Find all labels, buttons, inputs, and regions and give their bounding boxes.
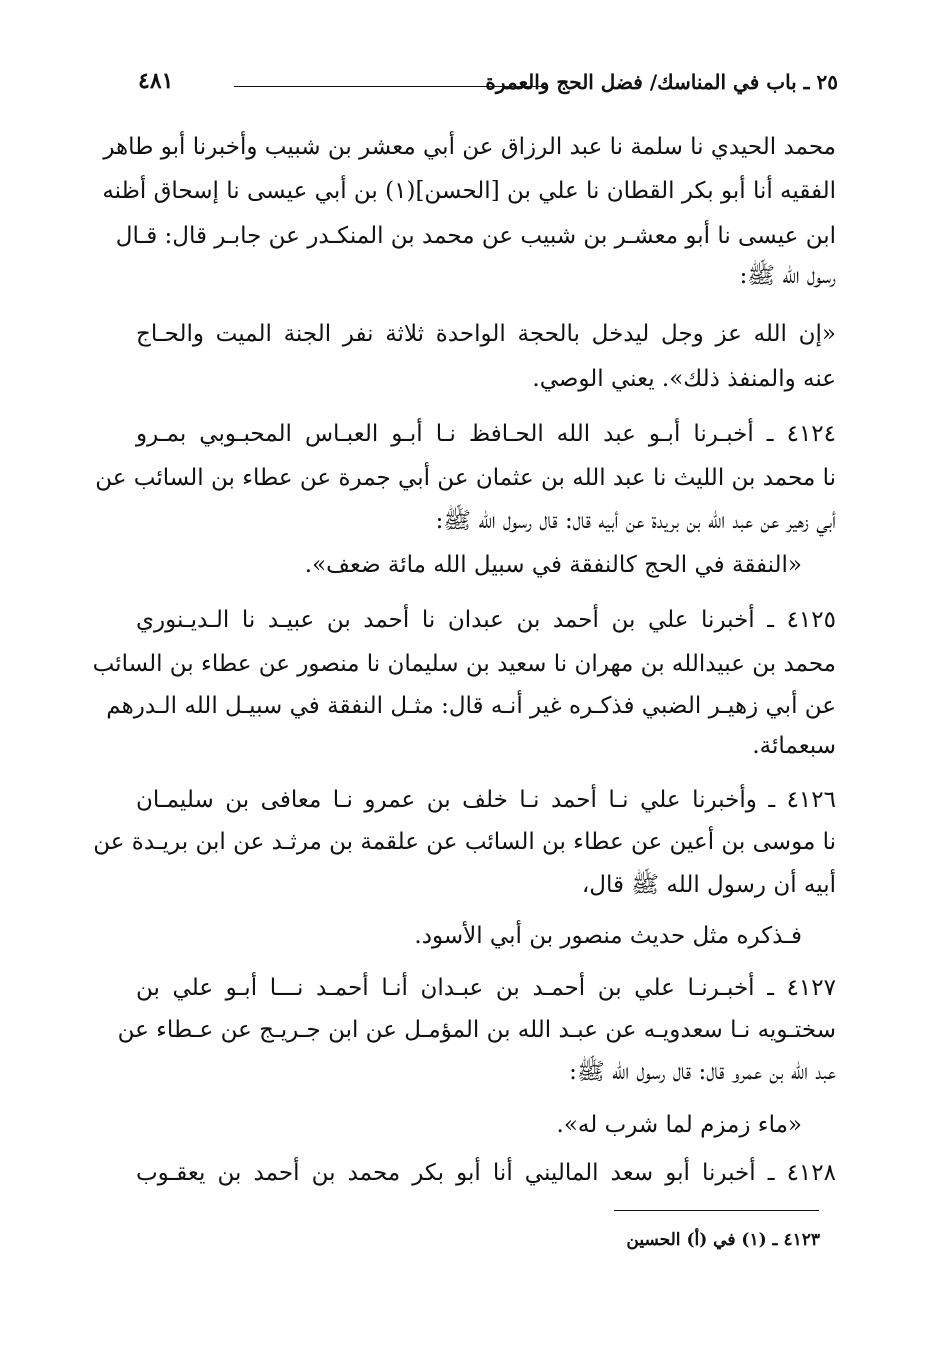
text-line: نا موسى بن أعين عن عطاء بن السائب عن علقمة بن مرثـد عن ابن بريـدة عن bbox=[93, 829, 836, 855]
header-rule bbox=[234, 86, 546, 87]
text-line: رسول الله ﷺ: bbox=[739, 263, 836, 289]
text-line: ٤١٢٦ ـ وأخبرنا علي نـا أحمد نـا خلف بن عمرو نـا معافى بن سليمـان bbox=[136, 787, 836, 813]
text-line: «ماء زمزم لما شرب له». bbox=[556, 1112, 802, 1138]
text-line: محمد الحيدي نا سلمة نا عبد الرزاق عن أبي معشر بن شبيب وأخبرنا أبو طاهر bbox=[103, 134, 836, 160]
text-line: عنه والمنفذ ذلك». يعني الوصي. bbox=[532, 366, 836, 392]
text-line: «النفقة في الحج كالنفقة في سبيل الله مائة ضعف». bbox=[304, 552, 802, 578]
text-line: عبد الله بن عمرو قال: قال رسول الله ﷺ: bbox=[569, 1059, 836, 1085]
text-line: عن أبي زهيـر الضبي فذكـره غير أنـه قال: مثـل النفقة في سبيـل الله الـدرهم bbox=[106, 693, 836, 719]
text-line: الفقيه أنا أبو بكر القطان نا علي بن [الحسن](١) بن أبي عيسى نا إسحاق أظنه bbox=[102, 178, 836, 204]
text-line: سبعمائة. bbox=[752, 733, 836, 759]
text-line: ٤١٢٥ ـ أخبرنا علي بن أحمد بن عبدان نا أحمد بن عبيـد نا الـديـنوري bbox=[136, 607, 836, 633]
footnote: ٤١٢٣ ـ (١) في (أ) الحسين bbox=[626, 1230, 820, 1250]
text-line: أبيه أن رسول الله ﷺ قال، bbox=[581, 872, 836, 898]
text-line: ٤١٢٧ ـ أخبـرنـا علي بن أحمـد بن عبـدان أنـا أحمـد نـــا أبـو علي بن bbox=[136, 975, 836, 1001]
text-line: فـذكره مثل حديث منصور بن أبي الأسود. bbox=[414, 923, 802, 949]
text-line: «إن الله عز وجل ليدخل بالحجة الواحدة ثلاثة نفر الجنة الميت والحـاج bbox=[136, 321, 836, 347]
text-line: ابن عيسى نا أبو معشـر بن شبيب عن محمد بن المنكـدر عن جابـر قال: قـال bbox=[115, 223, 836, 249]
text-line: محمد بن عبيدالله بن مهران نا سعيد بن سليمان نا منصور عن عطاء بن السائب bbox=[92, 651, 836, 677]
chapter-title: ٢٥ ـ باب في المناسك/ فضل الحج والعمرة bbox=[485, 70, 838, 94]
text-line: أبي زهير عن عبد الله بن بريدة عن أبيه قال: قال رسول الله ﷺ: bbox=[435, 508, 836, 534]
text-line: سختـويه نـا سعدويـه عن عبـد الله بن المؤمـل عن ابن جـريـج عن عـطاء عن bbox=[117, 1017, 836, 1043]
text-line: نا محمد بن الليث نا عبد الله بن عثمان عن أبي جمرة عن عطاء بن السائب عن bbox=[95, 465, 836, 491]
page-number: ٤٨١ bbox=[138, 68, 174, 94]
text-line: ٤١٢٤ ـ أخبـرنا أبـو عبد الله الحـافظ نـا أبـو العبـاس المحبـوبي بمـرو bbox=[136, 421, 837, 447]
text-line: ٤١٢٨ ـ أخبرنا أبو سعد الماليني أنا أبو بكر محمد بن أحمد بن يعقـوب bbox=[136, 1160, 836, 1186]
footnote-rule bbox=[614, 1210, 819, 1211]
running-header bbox=[138, 66, 838, 102]
